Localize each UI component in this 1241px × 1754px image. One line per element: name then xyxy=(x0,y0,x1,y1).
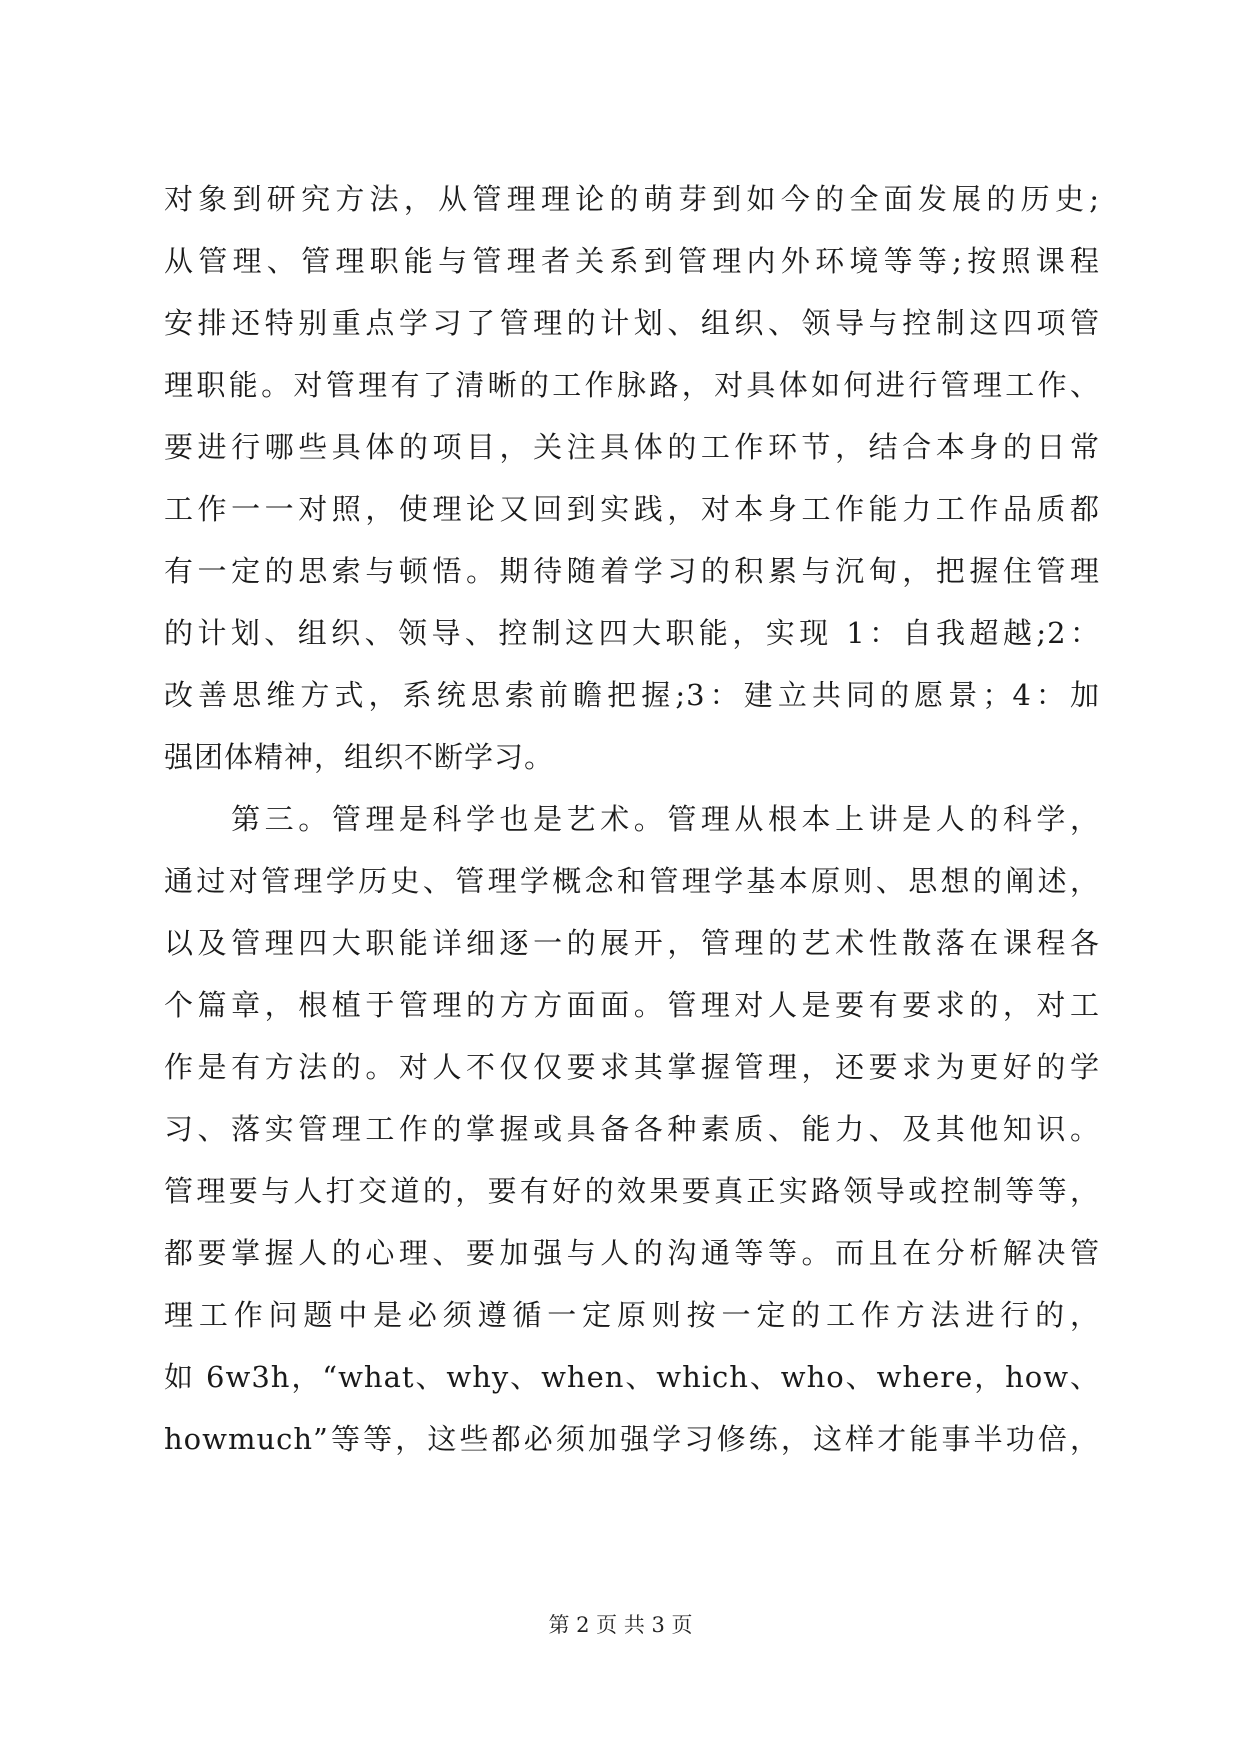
text-line: 工作一一对照，使理论又回到实践，对本身工作能力工作品质都 xyxy=(164,492,1100,526)
text-line: 管理要与人打交道的，要有好的效果要真正实路领导或控制等等， xyxy=(164,1174,1100,1208)
text-line: 作是有方法的。对人不仅仅要求其掌握管理，还要求为更好的学 xyxy=(164,1050,1100,1084)
text-line: 以及管理四大职能详细逐一的展开，管理的艺术性散落在课程各 xyxy=(164,926,1100,960)
text-line: 有一定的思索与顿悟。期待随着学习的积累与沉甸，把握住管理 xyxy=(164,554,1100,588)
text-line: 个篇章，根植于管理的方方面面。管理对人是要有要求的，对工 xyxy=(164,988,1100,1022)
text-line: 理职能。对管理有了清晰的工作脉路，对具体如何进行管理工作、 xyxy=(164,368,1100,402)
text-line: 安排还特别重点学习了管理的计划、组织、领导与控制这四项管 xyxy=(164,306,1100,340)
text-line: 从管理、管理职能与管理者关系到管理内外环境等等;按照课程 xyxy=(164,244,1100,278)
body-text xyxy=(164,168,1100,1470)
text-line: howmuch”等等，这些都必须加强学习修练，这样才能事半功倍， xyxy=(164,1422,1100,1456)
page-number-footer: 第 2 页 共 3 页 xyxy=(548,1613,693,1637)
text-line: 强团体精神，组织不断学习。 xyxy=(164,740,555,774)
text-line: 通过对管理学历史、管理学概念和管理学基本原则、思想的阐述， xyxy=(164,864,1100,898)
text-line: 的计划、组织、领导、控制这四大职能，实现 1：自我超越;2： xyxy=(164,616,1100,650)
text-line: 习、落实管理工作的掌握或具备各种素质、能力、及其他知识。 xyxy=(164,1112,1100,1146)
text-line: 第三。管理是科学也是艺术。管理从根本上讲是人的科学， xyxy=(164,802,1100,836)
text-line: 改善思维方式，系统思索前瞻把握;3：建立共同的愿景；4：加 xyxy=(164,678,1100,712)
text-line: 都要掌握人的心理、要加强与人的沟通等等。而且在分析解决管 xyxy=(164,1236,1100,1270)
text-line: 理工作问题中是必须遵循一定原则按一定的工作方法进行的， xyxy=(164,1298,1100,1332)
text-line: 对象到研究方法，从管理理论的萌芽到如今的全面发展的历史; xyxy=(164,182,1100,216)
text-line: 如 6w3h，“what、why、when、which、who、where，how、 xyxy=(164,1360,1100,1394)
text-line: 要进行哪些具体的项目，关注具体的工作环节，结合本身的日常 xyxy=(164,430,1100,464)
